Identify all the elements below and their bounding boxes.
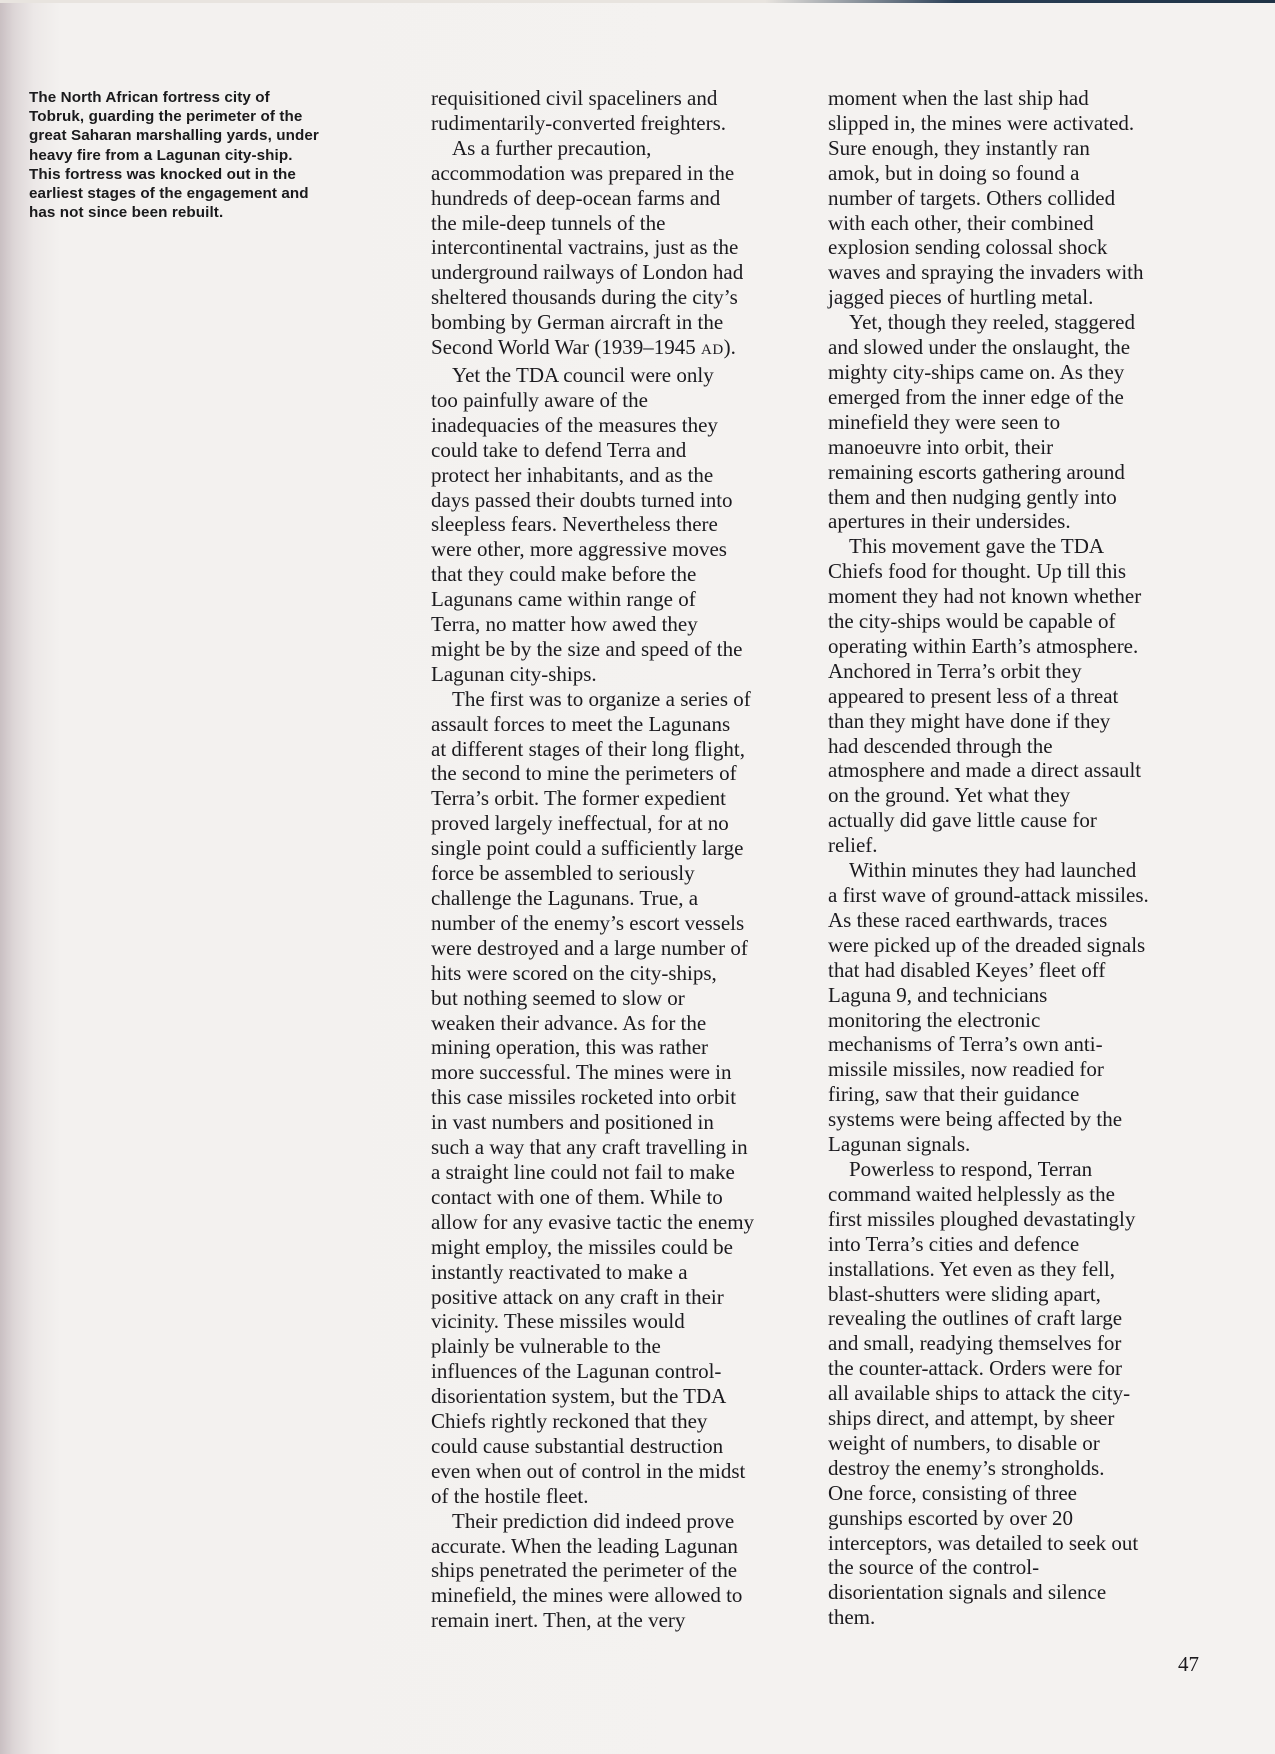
text-line: were picked up of the dreaded signals — [828, 932, 1146, 957]
text-line: but nothing seemed to slow or — [431, 985, 685, 1010]
text-line: destroy the enemy’s strongholds. — [828, 1455, 1105, 1480]
text-line — [431, 335, 811, 363]
text-line: Lagunan city-ships. — [431, 661, 597, 686]
top-edge-band — [0, 0, 1275, 3]
text-line: number of the enemy’s escort vessels — [431, 910, 745, 935]
text-line: could take to defend Terra and — [431, 437, 687, 462]
text-line: than they might have done if they — [828, 708, 1111, 733]
text-line: were other, more aggressive moves — [431, 537, 727, 562]
caption-line: This fortress was knocked out in the — [29, 165, 296, 183]
text-line: manoeuvre into orbit, their — [828, 434, 1054, 459]
text-line: had descended through the — [828, 733, 1053, 758]
text-line: hundreds of deep-ocean farms and — [431, 185, 721, 210]
text-line: the mile-deep tunnels of the — [431, 210, 666, 235]
caption-line: has not since been rebuilt. — [29, 204, 224, 222]
text-line: were destroyed and a large number of — [431, 935, 748, 960]
text-line: them. — [828, 1605, 876, 1630]
text-line: contact with one of them. While to — [431, 1184, 723, 1209]
text-line: bombing by German aircraft in the — [431, 310, 724, 335]
text-line: at different stages of their long flight, — [431, 736, 745, 761]
text-line: atmosphere and made a direct assault — [828, 758, 1142, 783]
text-line: and small, readying themselves for — [828, 1331, 1122, 1356]
text-line: such a way that any craft travelling in — [431, 1135, 748, 1160]
text-line: weight of numbers, to disable or — [828, 1430, 1100, 1455]
caption-line: great Saharan marshalling yards, under — [29, 127, 319, 145]
caption-line: earliest stages of the engagement and — [29, 185, 309, 203]
paragraph-start-line: The first was to organize a series of — [452, 686, 751, 711]
text-line: disorientation system, but the TDA — [431, 1384, 727, 1409]
text-line: command waited helplessly as the — [828, 1181, 1115, 1206]
text-line: gunships escorted by over 20 — [828, 1505, 1073, 1530]
page-number: 47 — [1178, 1652, 1199, 1676]
paragraph-start-line: Their prediction did indeed prove — [452, 1508, 735, 1533]
text-line: Anchored in Terra’s orbit they — [828, 658, 1082, 683]
paragraph-start-line: Yet, though they reeled, staggered — [849, 310, 1135, 335]
text-line: the source of the control- — [828, 1555, 1040, 1580]
text-line: emerged from the inner edge of the — [828, 384, 1124, 409]
text-line: hits were scored on the city-ships, — [431, 960, 717, 985]
text-line: accommodation was prepared in the — [431, 160, 735, 185]
text-line: vicinity. These missiles would — [431, 1309, 685, 1334]
text-line: and slowed under the onslaught, the — [828, 335, 1131, 360]
text-line: Lagunans came within range of — [431, 587, 696, 612]
text-line: plainly be vulnerable to the — [431, 1334, 661, 1359]
text-line: explosion sending colossal shock — [828, 235, 1108, 260]
text-line: waves and spraying the invaders with — [828, 260, 1144, 285]
text-line: remaining escorts gathering around — [828, 459, 1125, 484]
text-line: moment they had not known whether — [828, 584, 1142, 609]
text-line: a first wave of ground-attack missiles. — [828, 883, 1149, 907]
text-line: even when out of control in the midst — [431, 1458, 746, 1483]
text-line: proved largely ineffectual, for at no — [431, 811, 729, 836]
text-line: protect her inhabitants, and as the — [431, 462, 714, 487]
text-line: that they could make before the — [431, 562, 697, 587]
text-line: them and then nudging gently into — [828, 484, 1117, 509]
text-line: the second to mine the perimeters of — [431, 761, 737, 786]
text-line: of the hostile fleet. — [431, 1483, 589, 1508]
text-line: rudimentarily-converted freighters. — [431, 110, 727, 135]
text-line: weaken their advance. As for the — [431, 1010, 707, 1035]
text-line: influences of the Lagunan control- — [431, 1359, 722, 1384]
text-line: number of targets. Others collided — [828, 185, 1116, 210]
text-line: instantly reactivated to make a — [431, 1259, 688, 1284]
text-line: this case missiles rocketed into orbit — [431, 1085, 737, 1110]
paragraph-start-line: This movement gave the TDA — [849, 534, 1105, 559]
text-line: mechanisms of Terra’s own anti- — [828, 1032, 1103, 1057]
text-line: Terra, no matter how awed they — [431, 612, 698, 637]
body-column-middle — [431, 86, 811, 1633]
text-line: disorientation signals and silence — [828, 1580, 1107, 1605]
text-line: missile missiles, now readied for — [828, 1057, 1104, 1082]
text-line: blast-shutters were sliding apart, — [828, 1281, 1101, 1306]
text-line: actually did gave little cause for — [828, 808, 1097, 833]
text-line: sheltered thousands during the city’s — [431, 285, 738, 310]
text-line: minefield, the mines were allowed to — [431, 1583, 743, 1608]
paragraph-start-line: Yet the TDA council were only — [452, 362, 714, 387]
text-line: first missiles ploughed devastatingly — [828, 1206, 1136, 1231]
body-column-right — [828, 86, 1208, 1630]
text-line: interceptors, was detailed to seek out — [828, 1530, 1139, 1555]
text-line: moment when the last ship had — [828, 86, 1089, 110]
text-line: with each other, their combined — [828, 210, 1094, 235]
text-line: ships penetrated the perimeter of the — [431, 1558, 738, 1583]
text-line: Sure enough, they instantly ran — [828, 135, 1090, 160]
text-line: installations. Yet even as they fell, — [828, 1256, 1115, 1281]
text-line: on the ground. Yet what they — [828, 783, 1071, 808]
text-fragment: Second World War (1939–1945 — [431, 335, 701, 360]
text-line: might employ, the missiles could be — [431, 1234, 733, 1259]
text-line: mining operation, this was rather — [431, 1035, 709, 1060]
text-line: As these raced earthwards, traces — [828, 907, 1108, 932]
text-line: accurate. When the leading Lagunan — [431, 1533, 738, 1558]
era-abbreviation: AD — [700, 342, 724, 359]
text-line: systems were being affected by the — [828, 1107, 1123, 1132]
text-line: inadequacies of the measures they — [431, 412, 718, 437]
text-line: a straight line could not fail to make — [431, 1159, 735, 1184]
caption-line: heavy fire from a Lagunan city-ship. — [29, 146, 293, 164]
caption-line: The North African fortress city of — [29, 89, 270, 106]
caption-line: Tobruk, guarding the perimeter of the — [29, 108, 303, 126]
text-line: firing, saw that their guidance — [828, 1082, 1080, 1107]
text-line: Chiefs rightly reckoned that they — [431, 1409, 708, 1434]
text-line: challenge the Lagunans. True, a — [431, 886, 699, 910]
text-line: assault forces to meet the Lagunans — [431, 711, 731, 736]
text-line: more successful. The mines were in — [431, 1060, 732, 1085]
text-line: into Terra’s cities and defence — [828, 1231, 1080, 1256]
text-line: apertures in their undersides. — [828, 509, 1071, 534]
text-line: mighty city-ships came on. As they — [828, 359, 1125, 384]
text-line: revealing the outlines of craft large — [828, 1306, 1123, 1331]
text-line: One force, consisting of three — [828, 1480, 1077, 1505]
text-line: remain inert. Then, at the very — [431, 1608, 686, 1633]
paragraph-start-line: As a further precaution, — [452, 135, 652, 160]
text-line: force be assembled to seriously — [431, 861, 695, 886]
text-line: slipped in, the mines were activated. — [828, 110, 1135, 135]
text-line: could cause substantial destruction — [431, 1433, 724, 1458]
text-line: allow for any evasive tactic the enemy — [431, 1209, 755, 1234]
text-line: days passed their doubts turned into — [431, 487, 733, 512]
text-line: Chiefs food for thought. Up till this — [828, 559, 1127, 584]
text-line: relief. — [828, 833, 878, 858]
text-line: underground railways of London had — [431, 260, 744, 285]
text-line: minefield they were seen to — [828, 409, 1061, 434]
image-caption — [29, 88, 409, 222]
text-line: jagged pieces of hurtling metal. — [828, 285, 1094, 310]
text-line: monitoring the electronic — [828, 1007, 1041, 1032]
text-line: amok, but in doing so found a — [828, 160, 1080, 185]
text-line: all available ships to attack the city- — [828, 1381, 1131, 1406]
text-line: single point could a sufficiently large — [431, 836, 744, 861]
text-fragment: ). — [723, 335, 736, 360]
text-line: might be by the size and speed of the — [431, 636, 743, 661]
text-line: operating within Earth’s atmosphere. — [828, 633, 1139, 658]
text-line: ships direct, and attempt, by sheer — [828, 1406, 1115, 1431]
text-line: too painfully aware of the — [431, 387, 648, 412]
paragraph-start-line: Within minutes they had launched — [849, 858, 1137, 883]
text-line: Lagunan signals. — [828, 1132, 971, 1157]
text-line: intercontinental vactrains, just as the — [431, 235, 739, 260]
text-line: Terra’s orbit. The former expedient — [431, 786, 726, 811]
text-line: the city-ships would be capable of — [828, 609, 1116, 634]
text-line: in vast numbers and positioned in — [431, 1110, 714, 1135]
text-line: Laguna 9, and technicians — [828, 982, 1048, 1007]
text-line: that had disabled Keyes’ fleet off — [828, 957, 1106, 982]
text-line: requisitioned civil spaceliners and — [431, 86, 718, 110]
paragraph-start-line: Powerless to respond, Terran — [849, 1156, 1093, 1181]
text-line: sleepless fears. Nevertheless there — [431, 512, 718, 537]
text-line: the counter-attack. Orders were for — [828, 1356, 1123, 1381]
text-line: appeared to present less of a threat — [828, 683, 1119, 708]
text-line: positive attack on any craft in their — [431, 1284, 724, 1309]
